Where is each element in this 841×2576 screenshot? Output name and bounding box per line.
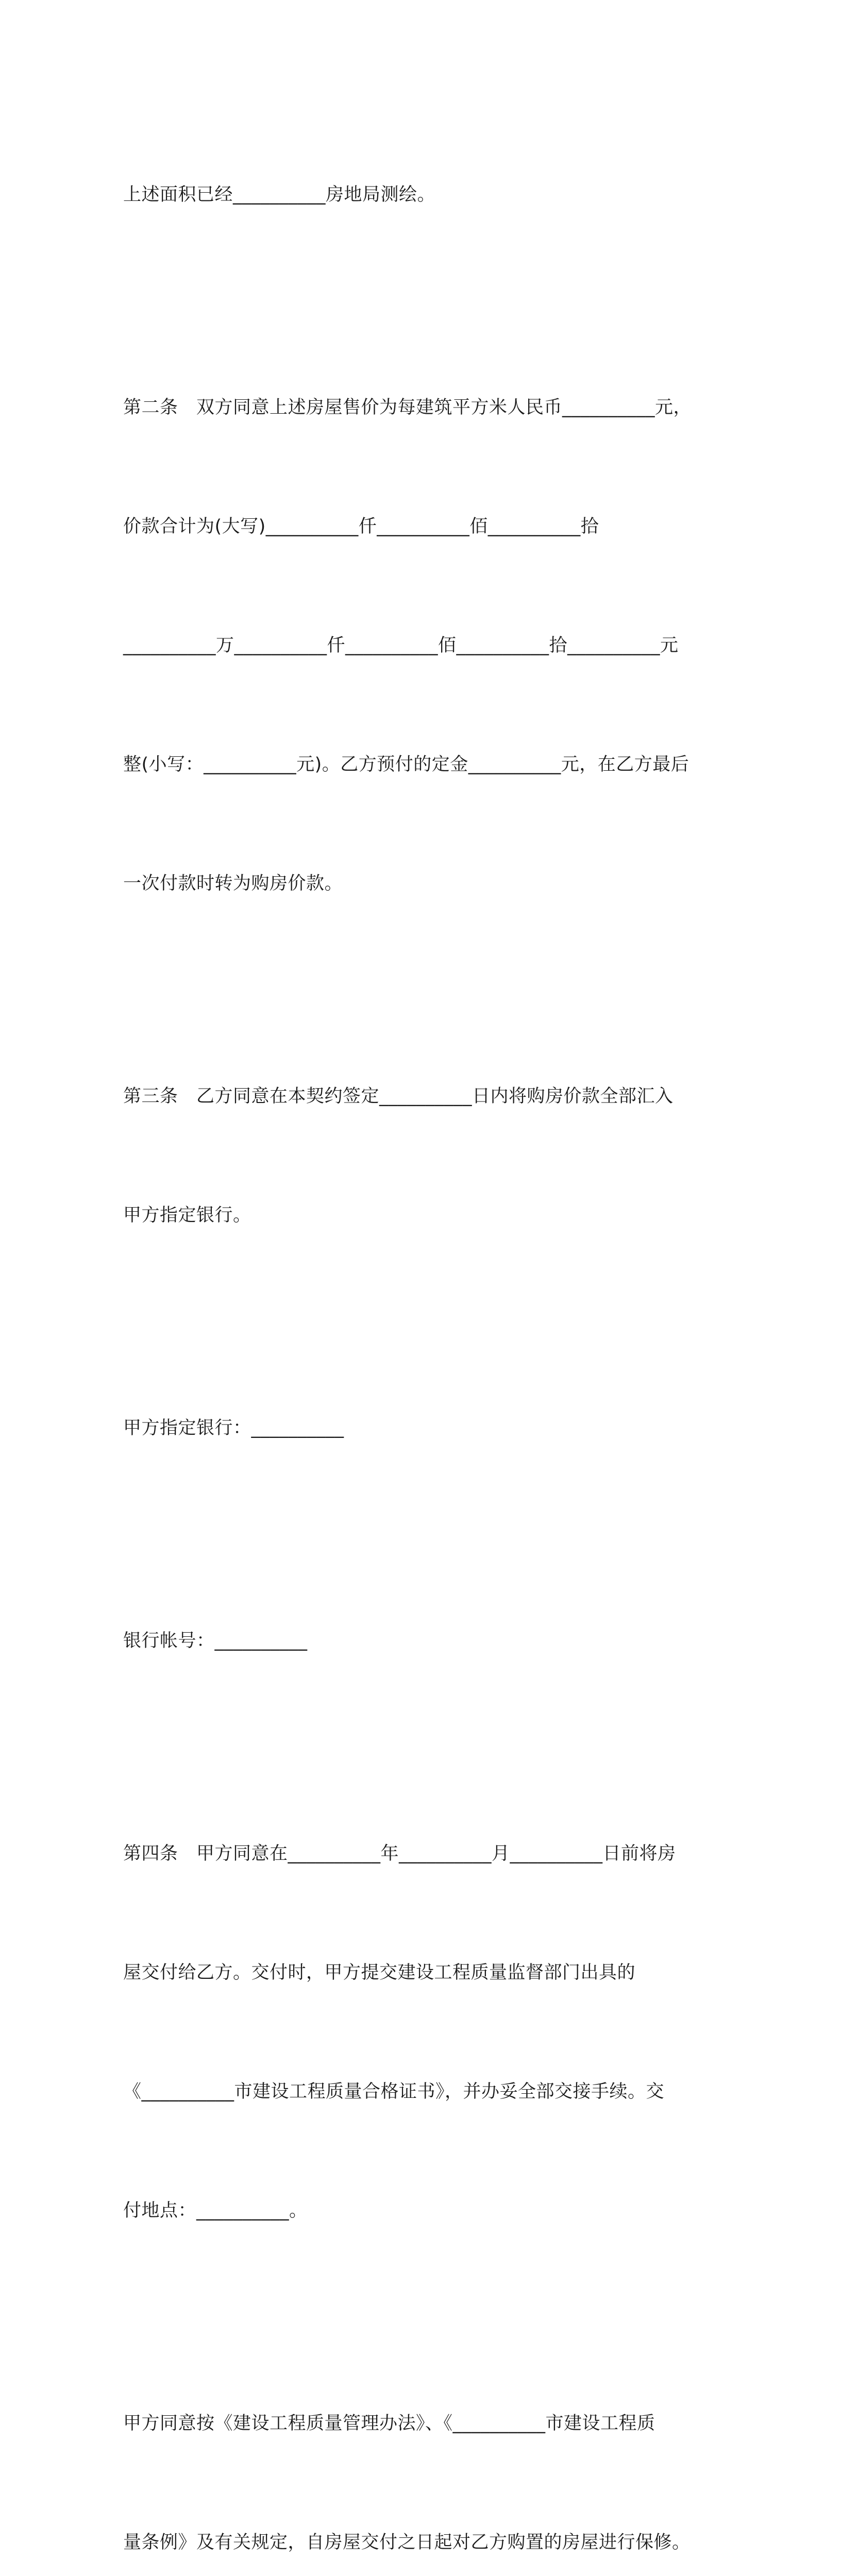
text-line: 甲方同意按《建设工程质量管理办法》、《__________市建设工程质 (123, 2413, 655, 2434)
text-line: __________万__________仟__________佰__________拾__________元 (123, 635, 679, 656)
text-line: 整(小写：__________元)。乙方预付的定金__________元，在乙方最后 (123, 754, 689, 775)
paragraph-measured-area (123, 96, 721, 294)
paragraph-designated-bank (123, 1329, 721, 1528)
paragraph-article-4-delivery (123, 1755, 721, 2310)
text-line: 量条例》及有关规定，自房屋交付之日起对乙方购置的房屋进行保修。 (123, 2532, 691, 2553)
paragraph-article-2-price (123, 309, 721, 983)
text-line: 一次付款时转为购房价款。 (123, 873, 343, 894)
text-line: 付地点：__________。 (123, 2200, 308, 2221)
text-line: 上述面积已经__________房地局测绘。 (123, 184, 436, 205)
text-line: 价款合计为(大写)__________仟__________佰__________拾 (123, 516, 599, 537)
text-line: 甲方指定银行：__________ (123, 1418, 344, 1438)
contract-page (123, 96, 721, 2576)
paragraph-warranty (123, 2325, 721, 2576)
paragraph-bank-account (123, 1542, 721, 1740)
text-line: 第三条 乙方同意在本契约签定__________日内将购房价款全部汇入 (123, 1086, 674, 1107)
text-line: 第二条 双方同意上述房屋售价为每建筑平方米人民币__________元， (123, 397, 692, 418)
paragraph-article-3-payment (123, 997, 721, 1315)
text-line: 屋交付给乙方。交付时，甲方提交建设工程质量监督部门出具的 (123, 1962, 636, 1983)
text-line: 《__________市建设工程质量合格证书》，并办妥全部交接手续。交 (123, 2081, 665, 2102)
text-line: 第四条 甲方同意在__________年__________月__________日前将房 (123, 1843, 676, 1864)
text-line: 银行帐号：__________ (123, 1631, 308, 1651)
text-line: 甲方指定银行。 (123, 1205, 251, 1226)
